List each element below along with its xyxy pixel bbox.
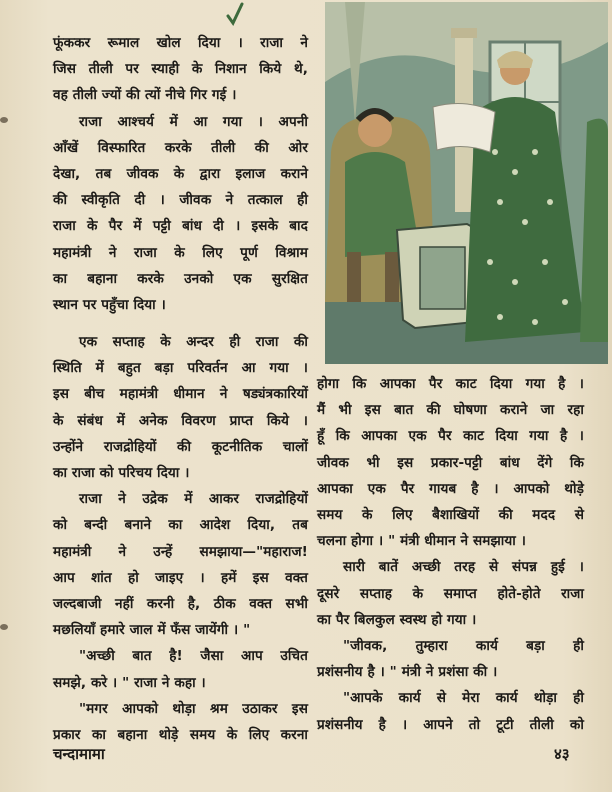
left-column-bottom [53,329,308,748]
text-line: "जीवक, तुम्हारा कार्य बड़ा ही [343,638,584,655]
text-line: "आपके कार्य से मेरा कार्य थोड़ा ही [343,690,584,707]
binding-hole-icon [0,115,12,125]
text-line: को बन्दी बनाने का आदेश दिया, तब [53,517,308,534]
text-line: स्थान पर पहुँचा दिया । [53,297,166,314]
text-line: राजा आश्चर्य में आ गया । अपनी [79,113,308,130]
illustration-scene [325,2,608,364]
text-line: जीवक भी इस प्रकार-पट्टी बांध देंगे कि [317,454,584,471]
text-line: दूसरे सप्ताह के समाप्त होते-होते राजा [317,585,584,602]
text-line: मछलियाँ हमारे जाल में फँस जायेंगी । " [53,622,251,639]
text-line: जल्दबाजी नहीं करनी है, ठीक वक्त सभी [53,596,308,613]
check-mark-icon [226,2,244,26]
story-illustration [325,2,608,364]
text-line: देखा, तब जीवक के द्वारा इलाज कराने [53,166,308,183]
text-line: का पैर बिलकुल स्वस्थ हो गया । [317,611,477,628]
text-line: महामंत्री ने राजा के लिए पूर्ण विश्राम [53,244,308,261]
text-line: आपका एक पैर गायब है । आपको थोड़े [317,480,584,497]
magazine-name: चन्दामामा [53,745,105,763]
right-column [317,371,584,738]
text-line: समझे, करे । " राजा ने कहा । [53,674,206,691]
text-line: समय के लिए बैशाखियों की मदद से [317,507,584,524]
text-line: "अच्छी बात है! जैसा आप उचित [79,648,308,665]
text-line: हूँ कि आपका एक पैर काट दिया गया है । [317,428,584,445]
text-line: होगा कि आपका पैर काट दिया गया है । [317,376,584,392]
text-line: महामंत्री ने उन्हें समझाया—"महाराज! [53,543,308,560]
left-column-top [53,30,308,318]
text-line: स्थिति में बहुत बड़ा परिवर्तन आ गया । [53,360,308,377]
text-line: चलना होगा । " मंत्री धीमान ने समझाया । [317,533,526,550]
unveiled-cloth [433,103,495,152]
binding-hole-icon [0,622,12,632]
text-line: आप शांत हो जाइए । हमें इस वक्त [53,569,308,586]
text-line: इस बीच महामंत्री धीमान ने षड्यंत्रकारियों [53,386,308,403]
text-line: राजा के पैर में पट्टी बांध दी । इसके बाद [53,218,308,235]
text-line: की स्वीकृति दी । जीवक ने तत्काल ही [53,192,308,209]
text-line: राजा ने उद्रेक में आकर राजद्रोहियों [79,491,308,508]
text-line: प्रशंसनीय है । आपने तो टूटी तीली को [317,716,584,733]
text-line: सारी बातें अच्छी तरह से संपन्न हुई । [343,559,584,576]
text-line: प्रकार का बहाना थोड़े समय के लिए करना [53,727,308,744]
text-line: फूंककर रूमाल खोल दिया । राजा ने [53,35,308,51]
text-line: "मगर आपको थोड़ा श्रम उठाकर इस [79,700,308,717]
text-line: मैं भी इस बात की घोषणा कराने जा रहा [317,402,584,419]
text-line: एक सप्ताह के अन्दर ही राजा की [79,334,308,350]
text-line: का राजा को परिचय दिया । [53,465,190,482]
text-line: प्रशंसनीय है । " मंत्री ने प्रशंसा की । [317,664,498,681]
text-line: जिस तीली पर स्याही के निशान किये थे, [53,61,308,78]
text-line: का बहाना करके उनको एक सुरक्षित [53,270,308,287]
text-line: उन्होंने राजद्रोहियों की कूटनीतिक चालों [53,438,308,455]
text-line: वह तीली ज्यों की त्यों नीचे गिर गई । [53,87,237,104]
page-number: ४३ [554,745,570,763]
text-line: के संबंध में अनेक विवरण प्राप्त किये । [53,412,308,429]
text-line: आँखें विस्फारित करके तीली की ओर [53,139,308,156]
